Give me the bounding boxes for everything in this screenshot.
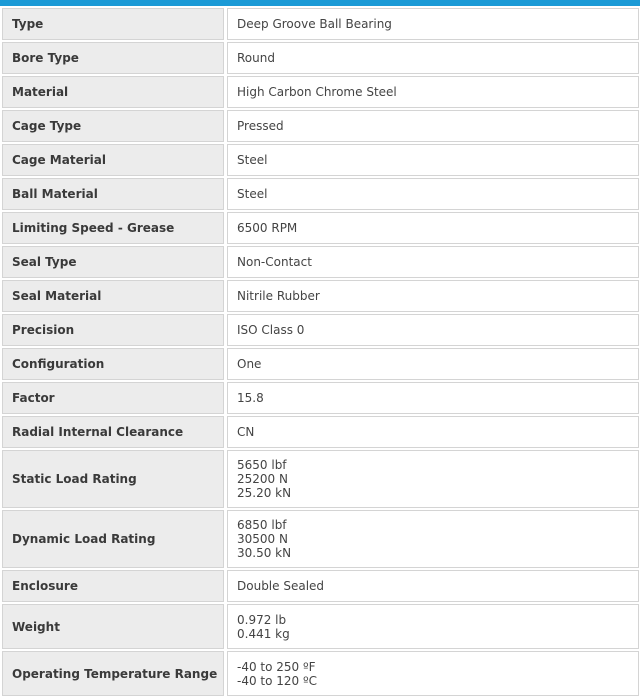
- spec-label: [2, 604, 224, 649]
- spec-label-text: Precision: [12, 323, 75, 337]
- spec-value: [227, 246, 639, 278]
- spec-value-line: 30500 N: [237, 532, 288, 546]
- spec-value-line: 0.441 kg: [237, 626, 290, 641]
- spec-value: [227, 178, 639, 210]
- spec-label-text: Cage Type: [12, 119, 82, 133]
- spec-value: [227, 212, 639, 244]
- spec-value: [227, 450, 639, 508]
- spec-value-text: One: [237, 357, 262, 371]
- spec-value: [227, 416, 639, 448]
- spec-value-line: 30.50 kN: [237, 546, 292, 560]
- spec-value-line: 6850 lbf: [237, 518, 287, 532]
- spec-row: [0, 382, 640, 414]
- spec-value-line: 25.20 kN: [237, 486, 292, 500]
- spec-label-text: Limiting Speed - Grease: [12, 221, 175, 235]
- spec-label: [2, 110, 224, 142]
- spec-row: [0, 570, 640, 602]
- spec-value-text: ISO Class 0: [237, 323, 305, 337]
- spec-value-text: Deep Groove Ball Bearing: [237, 17, 392, 31]
- spec-label-text: Seal Material: [12, 289, 102, 303]
- spec-value-line: -40 to 120 ºC: [237, 673, 318, 688]
- spec-row: [0, 651, 640, 696]
- spec-value: [227, 510, 639, 568]
- spec-value-text: Round: [237, 51, 275, 65]
- spec-label-text: Static Load Rating: [12, 472, 137, 486]
- spec-value: [227, 280, 639, 312]
- spec-row: [0, 604, 640, 649]
- spec-label: [2, 42, 224, 74]
- spec-label: [2, 510, 224, 568]
- spec-value-text: 6500 RPM: [237, 221, 298, 235]
- spec-value: [227, 570, 639, 602]
- spec-label: [2, 246, 224, 278]
- spec-value-text: CN: [237, 425, 255, 439]
- spec-label: [2, 416, 224, 448]
- spec-label-text: Cage Material: [12, 153, 106, 167]
- spec-row: [0, 450, 640, 508]
- spec-label: [2, 382, 224, 414]
- spec-label: [2, 76, 224, 108]
- spec-value-text: High Carbon Chrome Steel: [237, 85, 397, 99]
- spec-label: [2, 144, 224, 176]
- spec-label: [2, 314, 224, 346]
- spec-value-text: Pressed: [237, 119, 284, 133]
- spec-value: [227, 144, 639, 176]
- spec-value: [227, 42, 639, 74]
- spec-row: [0, 280, 640, 312]
- spec-row: [0, 178, 640, 210]
- spec-label-text: Operating Temperature Range: [12, 666, 218, 681]
- spec-value: [227, 348, 639, 380]
- spec-value-line: -40 to 250 ºF: [237, 659, 316, 674]
- spec-value-text: Double Sealed: [237, 579, 325, 593]
- spec-value: [227, 8, 639, 40]
- spec-value: [227, 651, 639, 696]
- spec-label: [2, 178, 224, 210]
- spec-value-text: Nitrile Rubber: [237, 289, 320, 303]
- spec-label-text: Factor: [12, 391, 55, 405]
- spec-value-text: 15.8: [237, 391, 264, 405]
- spec-row: [0, 76, 640, 108]
- spec-label: [2, 570, 224, 602]
- spec-row: [0, 510, 640, 568]
- top-accent-bar: [0, 0, 640, 6]
- spec-row: [0, 212, 640, 244]
- spec-label: [2, 280, 224, 312]
- spec-label-text: Material: [12, 85, 69, 99]
- spec-value: [227, 110, 639, 142]
- spec-label-text: Configuration: [12, 357, 105, 371]
- spec-label-text: Type: [12, 17, 44, 31]
- spec-table: [0, 8, 640, 698]
- spec-label-text: Bore Type: [12, 51, 79, 65]
- spec-row: [0, 42, 640, 74]
- spec-row: [0, 8, 640, 40]
- spec-value-text: Non-Contact: [237, 255, 312, 269]
- spec-label-text: Ball Material: [12, 187, 98, 201]
- spec-row: [0, 314, 640, 346]
- spec-row: [0, 246, 640, 278]
- spec-value: [227, 76, 639, 108]
- spec-row: [0, 416, 640, 448]
- spec-row: [0, 110, 640, 142]
- spec-value-line: 5650 lbf: [237, 458, 287, 472]
- spec-value: [227, 382, 639, 414]
- spec-label-text: Enclosure: [12, 579, 78, 593]
- spec-label-text: Radial Internal Clearance: [12, 425, 184, 439]
- spec-value-text: Steel: [237, 153, 268, 167]
- spec-label: [2, 450, 224, 508]
- spec-label: [2, 8, 224, 40]
- spec-label-text: Dynamic Load Rating: [12, 532, 156, 546]
- spec-row: [0, 348, 640, 380]
- spec-label-text: Seal Type: [12, 255, 77, 269]
- spec-label-text: Weight: [12, 619, 60, 634]
- spec-label: [2, 212, 224, 244]
- spec-value-line: 0.972 lb: [237, 612, 287, 627]
- spec-value-line: 25200 N: [237, 472, 288, 486]
- spec-row: [0, 144, 640, 176]
- spec-label: [2, 651, 224, 696]
- spec-value-text: Steel: [237, 187, 268, 201]
- spec-value: [227, 604, 639, 649]
- spec-label: [2, 348, 224, 380]
- spec-value: [227, 314, 639, 346]
